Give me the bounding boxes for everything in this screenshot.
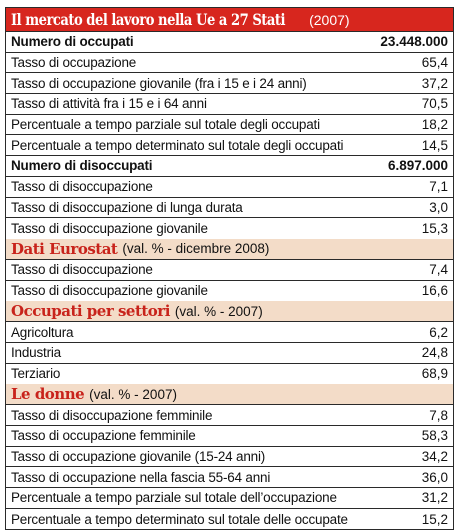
table-row: [6, 177, 453, 198]
row-value: 15,2: [421, 511, 448, 527]
row-value: 3,0: [429, 199, 448, 215]
row-value: 68,9: [421, 366, 448, 382]
row-label: Agricoltura: [11, 324, 74, 340]
table-row: [6, 53, 453, 74]
row-value: 24,8: [421, 345, 448, 361]
row-label: Tasso di occupazione femminile: [11, 428, 196, 444]
section-title: Occupati per settori: [11, 302, 170, 321]
row-value: 58,3: [421, 428, 448, 444]
settori-rows: [6, 322, 453, 384]
table-row: [6, 281, 453, 302]
row-value: 70,5: [421, 96, 448, 112]
section-header-eurostat: [6, 239, 453, 260]
table-row: [6, 447, 453, 468]
section-title: Le donne: [11, 385, 85, 404]
row-value: 34,2: [421, 449, 448, 465]
row-value: 6.897.000: [387, 158, 448, 174]
table-row: [6, 405, 453, 426]
row-label: Tasso di occupazione giovanile (fra i 15 e i 24 anni): [11, 75, 307, 91]
row-label: Tasso di occupazione nella fascia 55-64 anni: [11, 469, 271, 485]
table-row: [6, 73, 453, 94]
table-title-bar: [6, 8, 453, 32]
section-note: (val. % - 2007): [89, 386, 177, 402]
row-label: Industria: [11, 345, 61, 361]
row-label: Tasso di disoccupazione: [11, 179, 153, 195]
eurostat-rows: [6, 260, 453, 301]
row-value: 65,4: [421, 55, 448, 71]
row-label: Percentuale a tempo determinato sul totale degli occupati: [11, 137, 344, 153]
row-value: 23.448.000: [380, 34, 448, 50]
row-value: 16,6: [421, 283, 448, 299]
table-row: [6, 467, 453, 488]
row-value: 37,2: [421, 75, 448, 91]
row-label: Tasso di disoccupazione femminile: [11, 407, 213, 423]
table-row: [6, 509, 453, 530]
table-row: [6, 364, 453, 385]
row-value: 31,2: [421, 490, 448, 506]
table-row: [6, 218, 453, 239]
row-label: Tasso di disoccupazione giovanile: [11, 283, 208, 299]
table-row: [6, 198, 453, 219]
table-row: [6, 32, 453, 53]
row-label: Tasso di disoccupazione giovanile: [11, 221, 208, 237]
table-row: [6, 156, 453, 177]
table-row: [6, 343, 453, 364]
row-label: Tasso di occupazione: [11, 55, 137, 71]
table-row: [6, 426, 453, 447]
row-value: 7,1: [429, 179, 448, 195]
row-value: 18,2: [421, 117, 448, 133]
table-row: [6, 115, 453, 136]
donne-rows: [6, 405, 453, 529]
section-note: (val. % - dicembre 2008): [122, 241, 270, 257]
row-label: Numero di disoccupati: [11, 158, 153, 174]
section-header-donne: [6, 384, 453, 405]
section-title: Dati Eurostat: [11, 239, 118, 258]
table-row: [6, 322, 453, 343]
labour-market-table: [5, 7, 454, 530]
table-row: [6, 94, 453, 115]
table-title-year: (2007): [309, 11, 350, 28]
row-label: Terziario: [11, 366, 61, 382]
row-label: Tasso di occupazione giovanile (15-24 anni): [11, 449, 266, 465]
row-value: 15,3: [421, 221, 448, 237]
row-label: Tasso di attività fra i 15 e i 64 anni: [11, 96, 207, 112]
row-value: 7,8: [429, 407, 448, 423]
section-note: (val. % - 2007): [174, 303, 263, 319]
row-value: 36,0: [421, 469, 448, 485]
row-label: Numero di occupati: [11, 34, 134, 50]
table-row: [6, 260, 453, 281]
table-row: [6, 488, 453, 509]
table-row: [6, 135, 453, 156]
row-label: Percentuale a tempo parziale sul totale dell’occupazione: [11, 490, 337, 506]
row-value: 6,2: [429, 324, 448, 340]
row-label: Percentuale a tempo parziale sul totale degli occupati: [11, 117, 320, 133]
row-value: 14,5: [421, 137, 448, 153]
general-indicators: [6, 32, 453, 239]
row-label: Percentuale a tempo determinato sul totale delle occupate: [11, 511, 348, 527]
section-header-settori: [6, 301, 453, 322]
row-label: Tasso di disoccupazione di lunga durata: [11, 199, 243, 215]
table-title: Il mercato del lavoro nella Ue a 27 Stati: [11, 10, 285, 29]
row-label: Tasso di disoccupazione: [11, 262, 153, 278]
row-value: 7,4: [429, 262, 448, 278]
